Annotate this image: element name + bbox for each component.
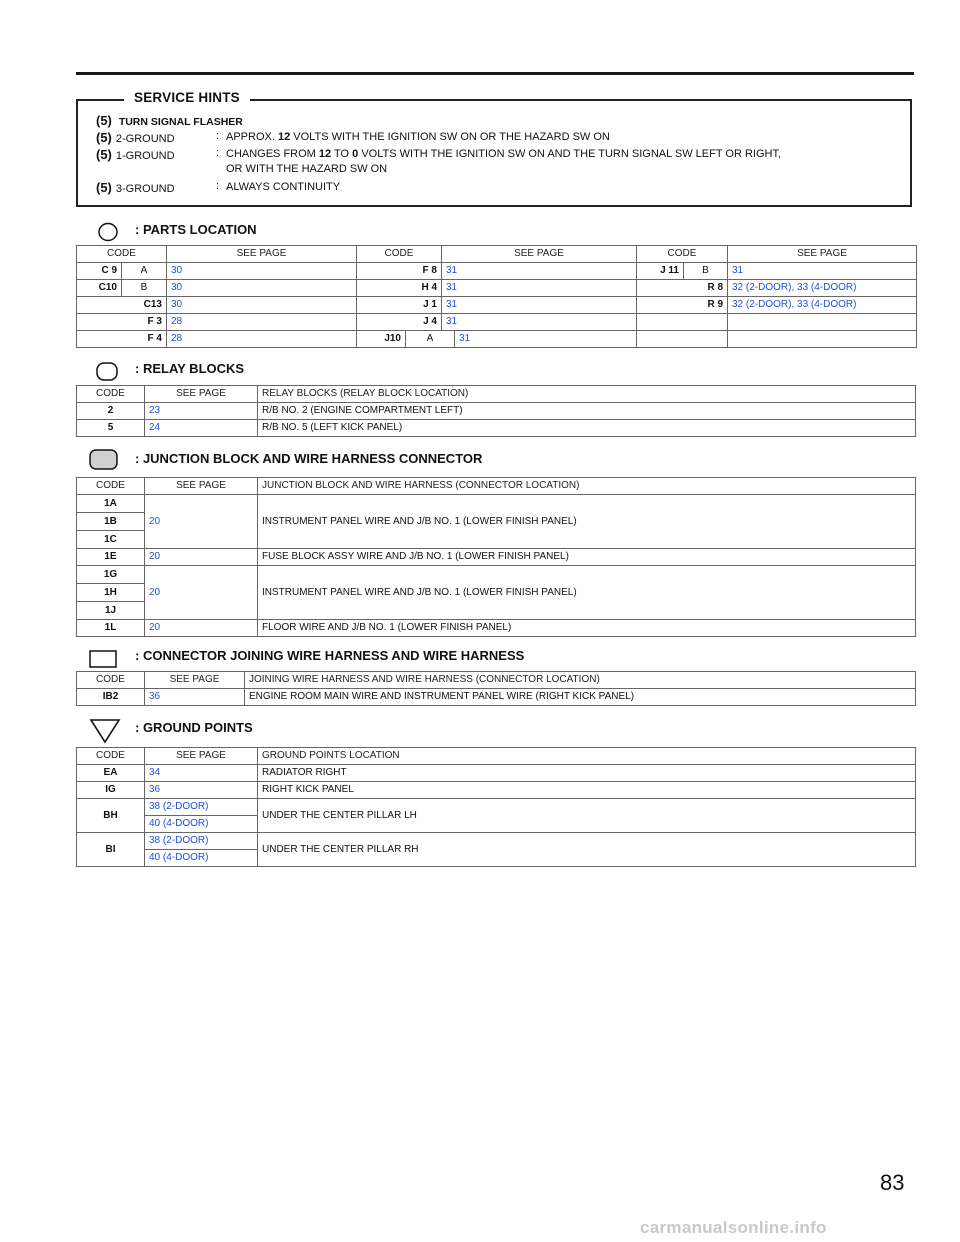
code-cell: 1J — [77, 602, 145, 620]
col-header: SEE PAGE — [145, 672, 245, 689]
code-cell: 1L — [77, 620, 145, 637]
col-header: SEE PAGE — [145, 386, 258, 403]
junction-block-table — [76, 477, 916, 637]
page-cell: 32 (2-DOOR), 33 (4-DOOR) — [728, 297, 917, 314]
page-cell: 38 (2-DOOR) — [145, 799, 258, 816]
code-cell: EA — [77, 765, 145, 782]
page-cell: 28 — [167, 314, 357, 331]
code-cell: C10 — [77, 280, 122, 297]
code-cell: 1B — [77, 513, 145, 531]
page-cell: 31 — [442, 263, 637, 280]
hint-condition: APPROX. 12 VOLTS WITH THE IGNITION SW ON OR THE HAZARD SW ON — [226, 131, 610, 143]
location-cell: ENGINE ROOM MAIN WIRE AND INSTRUMENT PANEL WIRE (RIGHT KICK PANEL) — [245, 689, 916, 706]
code-cell: IB2 — [77, 689, 145, 706]
ground-point-icon — [88, 717, 124, 745]
page-number: 83 — [880, 1170, 905, 1195]
col-header: CODE — [77, 386, 145, 403]
parts-location-heading: : PARTS LOCATION — [135, 222, 257, 237]
page-cell: 32 (2-DOOR), 33 (4-DOOR) — [728, 280, 917, 297]
col-header: CODE — [637, 246, 728, 263]
hint-term: 2-GROUND — [115, 133, 175, 145]
pin-label: (5) — [96, 113, 112, 128]
connectors-table — [76, 671, 916, 706]
page-cell: 31 — [442, 314, 637, 331]
page-cell: 24 — [145, 420, 258, 437]
table-row — [77, 620, 916, 637]
sub-cell: B — [122, 280, 167, 297]
pin-label: (5) — [96, 147, 112, 162]
page-cell: 40 (4-DOOR) — [145, 850, 258, 867]
page-cell: 36 — [145, 782, 258, 799]
pin-label: (5) — [96, 130, 112, 145]
col-header: SEE PAGE — [167, 246, 357, 263]
hint-term: 3-GROUND — [115, 183, 175, 195]
service-hints-title: SERVICE HINTS — [124, 90, 250, 105]
page-cell: 20 — [145, 620, 258, 637]
page-cell: 30 — [167, 297, 357, 314]
relay-blocks-heading: : RELAY BLOCKS — [135, 361, 245, 376]
page-cell: 20 — [145, 495, 258, 549]
page-cell: 31 — [728, 263, 917, 280]
code-cell: BH — [77, 799, 145, 833]
sub-cell: A — [426, 333, 434, 344]
page-cell: 34 — [145, 765, 258, 782]
location-cell: INSTRUMENT PANEL WIRE AND J/B NO. 1 (LOWER FINISH PANEL) — [258, 566, 916, 620]
code-cell: J 1 — [357, 297, 442, 314]
col-header: CODE — [77, 748, 145, 765]
code-cell: 5 — [77, 420, 145, 437]
watermark-link[interactable]: carmanualsonline.info — [640, 1218, 827, 1237]
junction-block-heading: : JUNCTION BLOCK AND WIRE HARNESS CONNECTOR — [135, 451, 483, 466]
page-cell: 28 — [167, 331, 357, 348]
code-cell: C13 — [77, 297, 167, 314]
page-cell: 23 — [145, 403, 258, 420]
location-cell: R/B NO. 2 (ENGINE COMPARTMENT LEFT) — [258, 403, 916, 420]
table-row — [77, 689, 916, 706]
code-cell: BI — [77, 833, 145, 867]
code-cell: J10 — [357, 331, 406, 347]
code-cell: F 4 — [77, 331, 167, 348]
code-cell: 1C — [77, 531, 145, 549]
code-cell — [637, 314, 728, 331]
connector-icon — [88, 648, 122, 670]
col-header: CODE — [357, 246, 442, 263]
location-cell: R/B NO. 5 (LEFT KICK PANEL) — [258, 420, 916, 437]
code-cell — [637, 331, 728, 348]
table-row — [77, 549, 916, 566]
top-rule — [76, 72, 914, 75]
table-row — [77, 263, 917, 280]
col-header: JOINING WIRE HARNESS AND WIRE HARNESS (CONNECTOR LOCATION) — [245, 672, 916, 689]
table-row — [77, 280, 917, 297]
page-cell — [728, 314, 917, 331]
table-row — [77, 765, 916, 782]
page-cell: 38 (2-DOOR) — [145, 833, 258, 850]
code-cell: H 4 — [357, 280, 442, 297]
location-cell: UNDER THE CENTER PILLAR LH — [258, 799, 916, 833]
relay-block-icon — [95, 361, 121, 383]
col-header: SEE PAGE — [728, 246, 917, 263]
page-cell: 31 — [455, 331, 637, 347]
hint-colon: : — [216, 147, 220, 159]
hint-component — [96, 113, 243, 128]
table-row — [77, 495, 916, 513]
table-row — [77, 297, 917, 314]
location-cell: UNDER THE CENTER PILLAR RH — [258, 833, 916, 867]
hint-term: 1-GROUND — [115, 150, 175, 162]
code-cell: R 8 — [637, 280, 728, 297]
col-header: SEE PAGE — [145, 748, 258, 765]
connectors-heading: : CONNECTOR JOINING WIRE HARNESS AND WIRE HARNESS — [135, 648, 525, 663]
page-cell: 40 (4-DOOR) — [145, 816, 258, 833]
code-cell: J 4 — [357, 314, 442, 331]
ground-points-heading: : GROUND POINTS — [135, 720, 253, 735]
pin-label: (5) — [96, 180, 112, 195]
table-row — [77, 566, 916, 584]
page-cell: 30 — [167, 280, 357, 297]
page-cell — [728, 331, 917, 348]
col-header: JUNCTION BLOCK AND WIRE HARNESS (CONNECTOR LOCATION) — [258, 478, 916, 495]
code-cell: 1G — [77, 566, 145, 584]
page-cell: 20 — [145, 566, 258, 620]
location-cell: RIGHT KICK PANEL — [258, 782, 916, 799]
hint-condition: CHANGES FROM 12 TO 0 VOLTS WITH THE IGNITION SW ON AND THE TURN SIGNAL SW LEFT OR RIGHT, OR WITH THE HAZARD SW ON — [226, 148, 782, 175]
table-row — [77, 314, 917, 331]
table-row — [77, 833, 916, 850]
location-cell: FLOOR WIRE AND J/B NO. 1 (LOWER FINISH PANEL) — [258, 620, 916, 637]
relay-blocks-table — [76, 385, 916, 437]
table-row — [77, 799, 916, 816]
table-row — [77, 420, 916, 437]
col-header: CODE — [77, 478, 145, 495]
hint-colon: : — [216, 130, 220, 142]
junction-block-icon — [88, 448, 122, 472]
code-cell: F 8 — [357, 263, 442, 280]
col-header: RELAY BLOCKS (RELAY BLOCK LOCATION) — [258, 386, 916, 403]
code-cell: J 11 — [637, 263, 684, 280]
code-cell: F 3 — [77, 314, 167, 331]
hint-condition: ALWAYS CONTINUITY — [226, 181, 341, 193]
sub-cell: A — [122, 263, 167, 280]
page-cell: 20 — [145, 549, 258, 566]
page-cell: 36 — [145, 689, 245, 706]
location-cell: RADIATOR RIGHT — [258, 765, 916, 782]
sub-cell: B — [684, 263, 728, 280]
col-header: GROUND POINTS LOCATION — [258, 748, 916, 765]
col-header: CODE — [77, 246, 167, 263]
col-header: SEE PAGE — [145, 478, 258, 495]
code-cell: IG — [77, 782, 145, 799]
component-name: TURN SIGNAL FLASHER — [118, 116, 243, 128]
table-row — [77, 782, 916, 799]
table-row — [77, 403, 916, 420]
code-cell: 1A — [77, 495, 145, 513]
parts-location-table — [76, 245, 917, 348]
code-cell: 1H — [77, 584, 145, 602]
page-cell: 30 — [167, 263, 357, 280]
ground-points-table — [76, 747, 916, 867]
table-row — [77, 331, 917, 348]
code-cell: R 9 — [637, 297, 728, 314]
code-cell: 2 — [77, 403, 145, 420]
page-cell: 31 — [442, 297, 637, 314]
col-header: CODE — [77, 672, 145, 689]
location-cell: FUSE BLOCK ASSY WIRE AND J/B NO. 1 (LOWER FINISH PANEL) — [258, 549, 916, 566]
page-cell: 31 — [442, 280, 637, 297]
hint-colon: : — [216, 180, 220, 192]
code-cell: C 9 — [77, 263, 122, 280]
col-header: SEE PAGE — [442, 246, 637, 263]
location-cell: INSTRUMENT PANEL WIRE AND J/B NO. 1 (LOWER FINISH PANEL) — [258, 495, 916, 549]
code-cell: 1E — [77, 549, 145, 566]
parts-location-icon — [97, 222, 121, 244]
